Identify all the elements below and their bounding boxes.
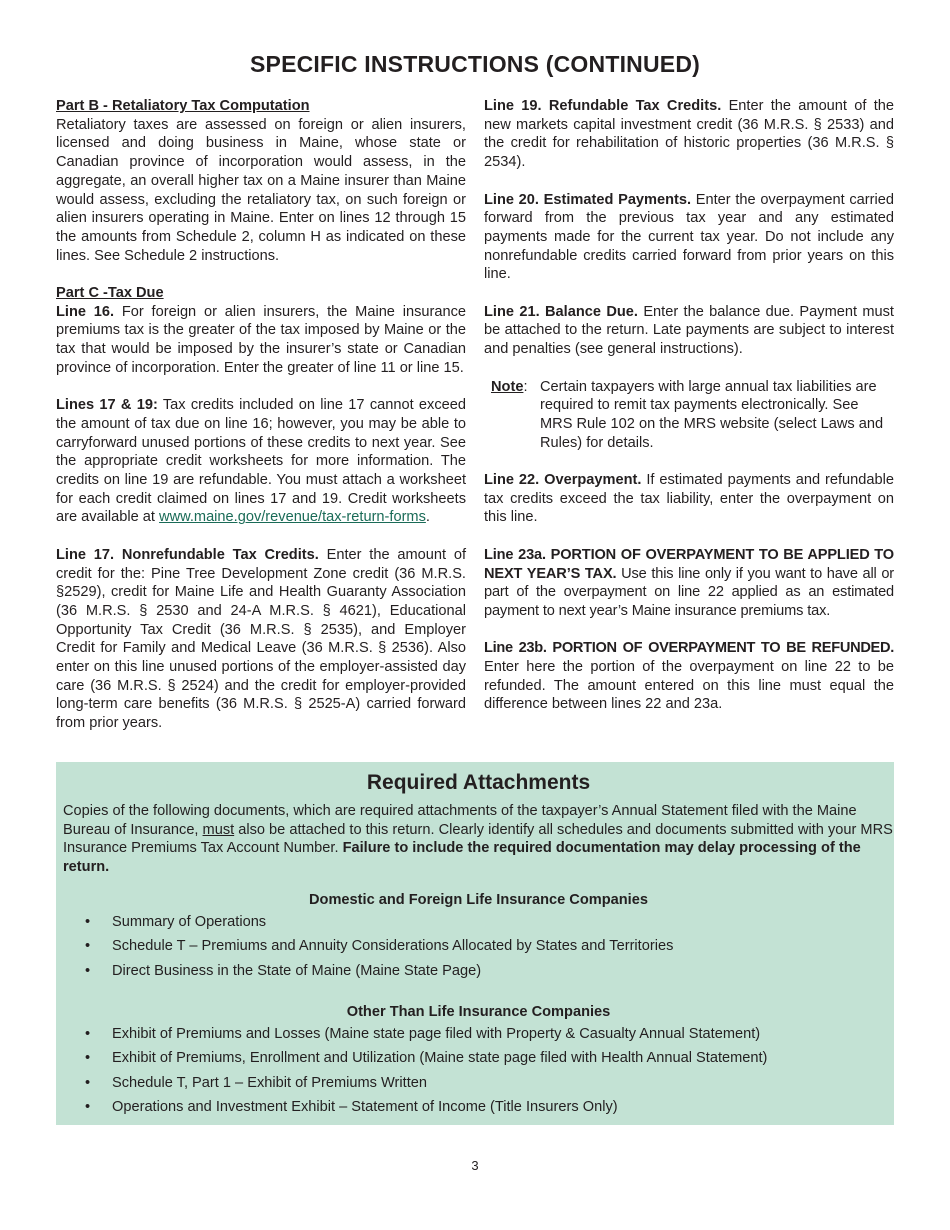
left-column xyxy=(56,97,466,752)
line-23b-label: Line 23b. PORTION OF OVERPAYMENT TO BE REFUNDED. xyxy=(484,640,894,657)
page-number: 3 xyxy=(471,1158,479,1173)
line-20-text: Enter the overpayment carried forward from the previous tax year and any estimated payments made for the current tax year. Do not include any nonrefundable credits carried forward from prior years on this line. xyxy=(484,191,894,283)
line-23a-label: Line 23a. PORTION OF OVERPAYMENT TO BE APPLIED TO NEXT YEAR’S TAX. xyxy=(484,546,894,582)
line-23a-section xyxy=(484,546,894,621)
part-c-heading: Part C -Tax Due xyxy=(56,285,164,302)
line-19-text: Enter the amount of the new markets capital investment credit (36 M.R.S. § 2533) and the credit for rehabilitation of historic properties (36 M.R.S. § 2534). xyxy=(484,98,894,171)
bullet-icon: • xyxy=(85,913,91,930)
life-companies-heading: Domestic and Foreign Life Insurance Companies xyxy=(309,891,648,908)
line-22-section xyxy=(484,471,894,527)
note-label xyxy=(491,378,540,453)
part-b-section xyxy=(56,97,466,265)
bullet-icon: • xyxy=(85,1025,91,1042)
lines-17-19-section xyxy=(56,396,466,527)
part-b-text: Retaliatory taxes are assessed on foreign or alien insurers, licensed and doing business in Maine, whose state or Canadian province of incorporation would assess, in the aggregate, an overall higher tax on a Maine insurer than Maine would assess, excluding the retaliatory tax, on such foreign or alien insurers operating in Maine. Enter on lines 12 through 15 the amounts from Schedule 2, column H as indicated on these lines. See Schedule 2 instructions. xyxy=(56,116,466,264)
attachments-intro-1: Copies of the following documents, which are required attachments of the taxpayer’s Annual Statement filed with the Maine Bureau of Insurance, xyxy=(63,803,857,838)
lines-17-19-label: Lines 17 & 19: xyxy=(56,397,158,414)
life-companies-list xyxy=(63,910,894,984)
attachments-intro-must: must xyxy=(202,821,235,838)
list-item: • Summary of Operations xyxy=(63,910,894,935)
list-item: • Schedule T, Part 1 – Exhibit of Premiums Written xyxy=(63,1071,894,1096)
list-item: • Exhibit of Premiums, Enrollment and Utilization (Maine state page filed with Health Annual Statement) xyxy=(63,1046,894,1071)
note-box xyxy=(491,378,894,453)
line-21-section xyxy=(484,303,894,359)
bullet-icon: • xyxy=(85,1050,91,1067)
line-23b-section xyxy=(484,639,894,714)
attachments-intro xyxy=(63,802,894,877)
line-16-label: Line 16. xyxy=(56,303,115,320)
line-17-text: Enter the amount of credit for the: Pine Tree Development Zone credit (36 M.R.S. §2529), credit for Maine Life and Health Guaranty Association (36 M.R.S. § 2530 and 24-A M.R.S. § 4621), Educational Opportunity Tax Credit (36 M.R.S. § 2535), and Employer Credit for Family and Medical Leave (36 M.R.S. § 2536). Also enter on this line unused portions of the employer-assisted day care (36 M.R.S. § 2524) and the credit for employer-provided long-term care benefits (36 M.R.S. § 2525-A) carried forward from prior years. xyxy=(56,546,466,732)
line-21-label: Line 21. Balance Due. xyxy=(484,303,638,320)
bullet-icon: • xyxy=(85,1074,91,1091)
required-attachments-box xyxy=(56,762,894,1125)
line-19-label: Line 19. Refundable Tax Credits. xyxy=(484,98,722,114)
line-17-label: Line 17. Nonrefundable Tax Credits. xyxy=(56,546,319,563)
tax-forms-link[interactable]: www.maine.gov/revenue/tax-return-forms xyxy=(159,509,426,526)
line-20-section xyxy=(484,191,894,285)
attachments-title: Required Attachments xyxy=(366,771,591,794)
line-16-text: For foreign or alien insurers, the Maine insurance premiums tax is the greater of the tax imposed by Maine or the tax that would be imposed by the insurer’s state or Canadian province of incorporation. Enter the greater of line 11 or line 15. xyxy=(56,303,466,376)
note-colon: : xyxy=(523,378,528,395)
list-item: • Operations and Investment Exhibit – Statement of Income (Title Insurers Only) xyxy=(63,1095,894,1120)
line-23a-text: Use this line only if you want to have all or part of the overpayment on line 22 applied as an estimated payment to next year’s Maine insurance premiums tax. xyxy=(484,565,894,619)
attachments-intro-2: also be attached to this return. Clearly identify all schedules and documents submitted with your MRS Insurance Premiums Tax Account Number. xyxy=(63,821,893,857)
line-19-section xyxy=(484,97,894,172)
bullet-icon: • xyxy=(85,962,91,979)
right-column xyxy=(484,97,894,733)
list-item: • Schedule T – Premiums and Annuity Considerations Allocated by States and Territories xyxy=(63,934,894,959)
line-23b-text: Enter here the portion of the overpayment on line 22 to be refunded. The amount entered on this line must equal the difference between lines 22 and 23a. xyxy=(484,659,894,713)
lines-17-19-period: . xyxy=(425,509,430,526)
note-label-text: Note xyxy=(491,378,524,395)
bullet-icon: • xyxy=(85,938,91,955)
bullet-icon: • xyxy=(85,1099,91,1116)
attachments-intro-warning: Failure to include the required documentation may delay processing of the return. xyxy=(63,840,861,876)
line-21-text: Enter the balance due. Payment must be attached to the return. Late payments are subject to interest and penalties (see general instructions). xyxy=(484,303,894,358)
line-20-label: Line 20. Estimated Payments. xyxy=(484,191,692,208)
part-b-heading: Part B - Retaliatory Tax Computation xyxy=(56,98,310,114)
other-companies-list xyxy=(63,1022,894,1120)
list-item: • Exhibit of Premiums and Losses (Maine state page filed with Property & Casualty Annual Statement) xyxy=(63,1022,894,1047)
line-22-label: Line 22. Overpayment. xyxy=(484,472,642,488)
part-c-section xyxy=(56,284,466,378)
lines-17-19-text: Tax credits included on line 17 cannot exceed the amount of tax due on line 16; however, you may be able to carryforward unused portions of these credits to next year. See the appropriate credit worksheets for more information. The credits on line 19 are refundable. You must attach a worksheet for each credit claimed on lines 17 and 19. Credit worksheets are available at xyxy=(56,397,466,526)
note-text: Certain taxpayers with large annual tax liabilities are required to remit tax payments electronically. See MRS Rule 102 on the MRS website (select Laws and Rules) for details. xyxy=(540,378,884,451)
line-17-section xyxy=(56,546,466,733)
line-22-text: If estimated payments and refundable tax credits exceed the tax liability, enter the overpayment on this line. xyxy=(484,472,894,526)
other-companies-heading: Other Than Life Insurance Companies xyxy=(346,1004,611,1021)
page-title: SPECIFIC INSTRUCTIONS (CONTINUED) xyxy=(250,51,700,77)
list-item: • Direct Business in the State of Maine (Maine State Page) xyxy=(63,959,894,984)
